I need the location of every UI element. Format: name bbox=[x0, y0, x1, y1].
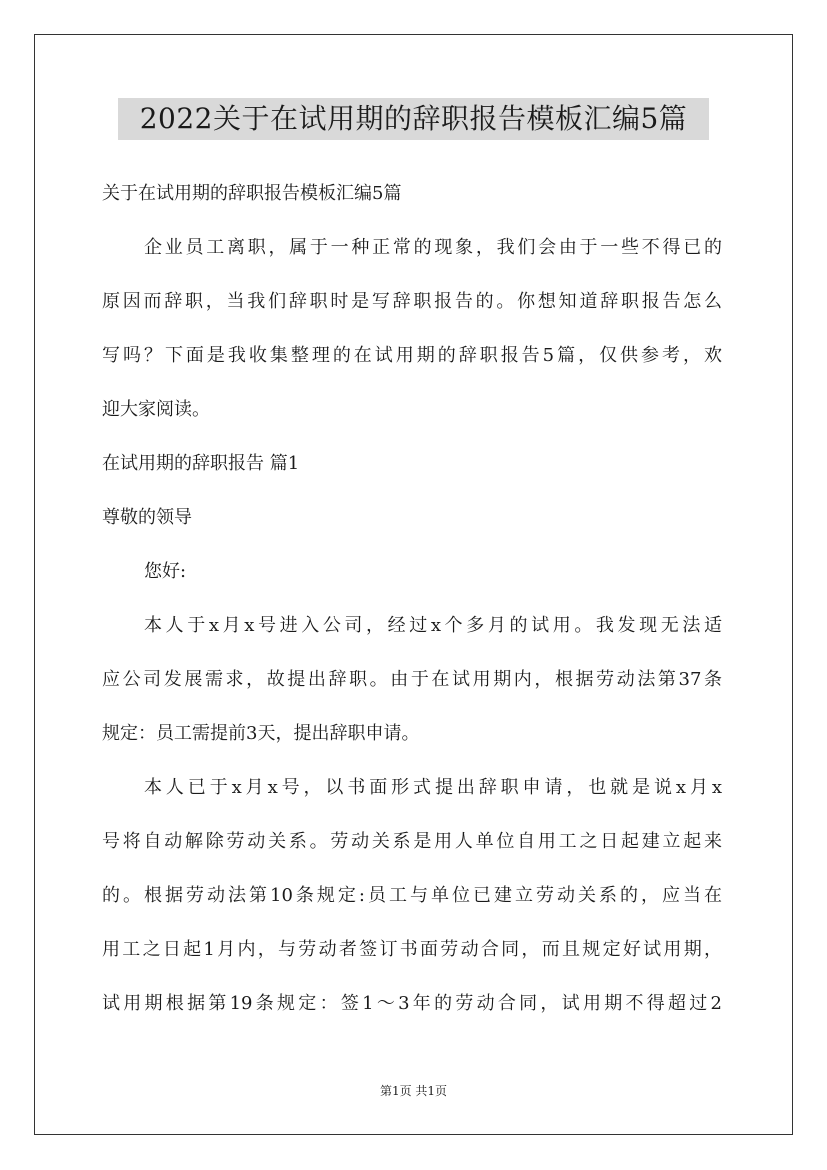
paragraph-line: 本人已于x月x号，以书面形式提出辞职申请，也就是说x月x bbox=[144, 777, 722, 798]
section-heading: 在试用期的辞职报告 篇1 bbox=[102, 453, 300, 474]
paragraph-line: 的。根据劳动法第10条规定:员工与单位已建立劳动关系的，应当在 bbox=[102, 885, 722, 906]
paragraph-line: 写吗？下面是我收集整理的在试用期的辞职报告5篇，仅供参考，欢 bbox=[102, 345, 722, 366]
paragraph-line: 号将自动解除劳动关系。劳动关系是用人单位自用工之日起建立起来 bbox=[102, 831, 722, 852]
salutation: 尊敬的领导 bbox=[102, 507, 192, 528]
document-title: 2022关于在试用期的辞职报告模板汇编5篇 bbox=[118, 98, 709, 140]
paragraph-line: 原因而辞职，当我们辞职时是写辞职报告的。你想知道辞职报告怎么 bbox=[102, 291, 722, 312]
paragraph-line: 本人于x月x号进入公司，经过x个多月的试用。我发现无法适 bbox=[144, 615, 722, 636]
paragraph-line: 企业员工离职，属于一种正常的现象，我们会由于一些不得已的 bbox=[144, 237, 722, 258]
paragraph-line: 规定：员工需提前3天，提出辞职申请。 bbox=[102, 723, 420, 744]
subtitle-line: 关于在试用期的辞职报告模板汇编5篇 bbox=[102, 183, 402, 204]
paragraph-line: 用工之日起1月内，与劳动者签订书面劳动合同，而且规定好试用期， bbox=[102, 939, 722, 960]
paragraph-line: 试用期根据第19条规定：签1～3年的劳动合同，试用期不得超过2 bbox=[102, 993, 722, 1014]
paragraph-line: 应公司发展需求，故提出辞职。由于在试用期内，根据劳动法第37条 bbox=[102, 669, 722, 690]
greeting: 您好: bbox=[144, 561, 187, 582]
page-footer: 第1页 共1页 bbox=[379, 1084, 448, 1098]
paragraph-line: 迎大家阅读。 bbox=[102, 399, 210, 420]
